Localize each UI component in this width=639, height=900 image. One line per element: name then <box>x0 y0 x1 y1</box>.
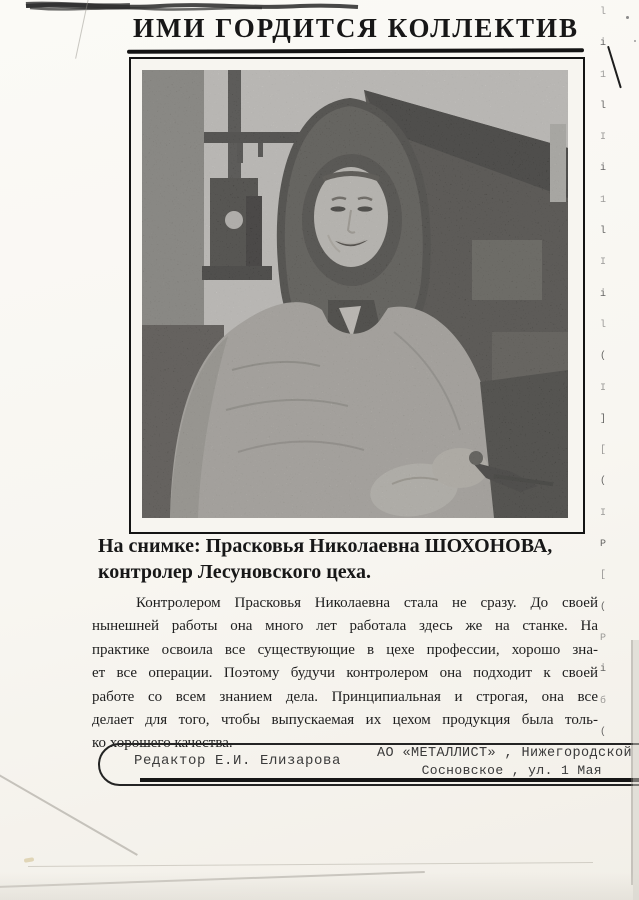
article-line: нынешней работы она много лет работала здесь же на станке. На <box>92 618 598 635</box>
caption-line: контролер Лесуновского цеха. <box>98 561 371 583</box>
article-line: ко хорошего качества. <box>92 735 233 752</box>
edge-text-fragment: l <box>600 7 607 18</box>
article-line: делает для того, чтобы выпускаемая их цехом продукция была толь- <box>92 712 598 729</box>
photo-grain <box>142 70 568 518</box>
edge-text-fragment: I <box>600 132 607 144</box>
edge-text-fragment: ( <box>600 601 607 613</box>
edge-text-fragment: 1 <box>600 69 607 81</box>
edge-text-fragment: i <box>600 163 607 175</box>
edge-text-fragment: б <box>600 695 607 707</box>
article-line: практике освоила все существующие в цехе профессии, хорошо зна- <box>92 641 598 658</box>
edge-text-fragment: I <box>600 507 607 519</box>
edge-text-fragment: ( <box>600 476 607 488</box>
edge-text-fragment: i <box>600 288 607 300</box>
edge-text-fragment: l <box>600 100 607 112</box>
scan-speck <box>634 40 636 42</box>
scan-speck <box>626 16 629 19</box>
edge-text-fragment: i <box>600 664 607 676</box>
article-body <box>92 592 598 756</box>
article-line: работе со всем знанием дела. Принципиальная и строгая, она все <box>92 688 598 705</box>
edge-text-fragment: ] <box>600 413 607 425</box>
editor-credit: Редактор Е.И. Елизарова <box>134 753 342 769</box>
paper-right-shadow <box>633 640 639 900</box>
edge-text-fragment: l <box>600 226 607 238</box>
page-edge-fragment-column <box>600 8 614 738</box>
edge-text-fragment: l <box>600 319 607 331</box>
edge-text-fragment: ( <box>600 351 607 363</box>
edge-text-fragment: I <box>600 382 607 394</box>
article-line: Контролером Прасковья Николаевна стала не сразу. До своей <box>136 595 598 611</box>
edge-text-fragment: i <box>600 38 607 50</box>
publisher-line: АО «МЕТАЛЛИСТ» , Нижегородской <box>376 746 632 761</box>
publisher-line: Сосновское , ул. 1 Мая <box>421 762 602 778</box>
photo-frame <box>129 57 585 534</box>
scan-bottom-shadow <box>0 872 639 900</box>
edge-text-fragment: Р <box>600 539 607 551</box>
edge-text-fragment: [ <box>600 445 607 457</box>
article-line: ет все операции. Поэтому будучи контролером она подходит к своей <box>92 665 598 682</box>
paper-stain <box>24 857 35 863</box>
edge-text-fragment: Р <box>600 632 607 644</box>
edge-text-fragment: ( <box>600 726 607 738</box>
title-underline <box>127 48 584 54</box>
caption-line: На снимке: Прасковья Николаевна ШОХОНОВА, <box>98 535 553 557</box>
worker-portrait-photo <box>142 70 568 518</box>
page-title: ИМИ ГОРДИТСЯ КОЛЛЕКТИВ <box>132 13 580 43</box>
paper-crease <box>28 862 593 867</box>
edge-text-fragment: I <box>600 257 607 269</box>
edge-text-fragment: [ <box>600 570 607 582</box>
photo-caption <box>98 533 598 585</box>
edge-text-fragment: 1 <box>600 194 607 206</box>
publisher-address <box>350 746 632 779</box>
